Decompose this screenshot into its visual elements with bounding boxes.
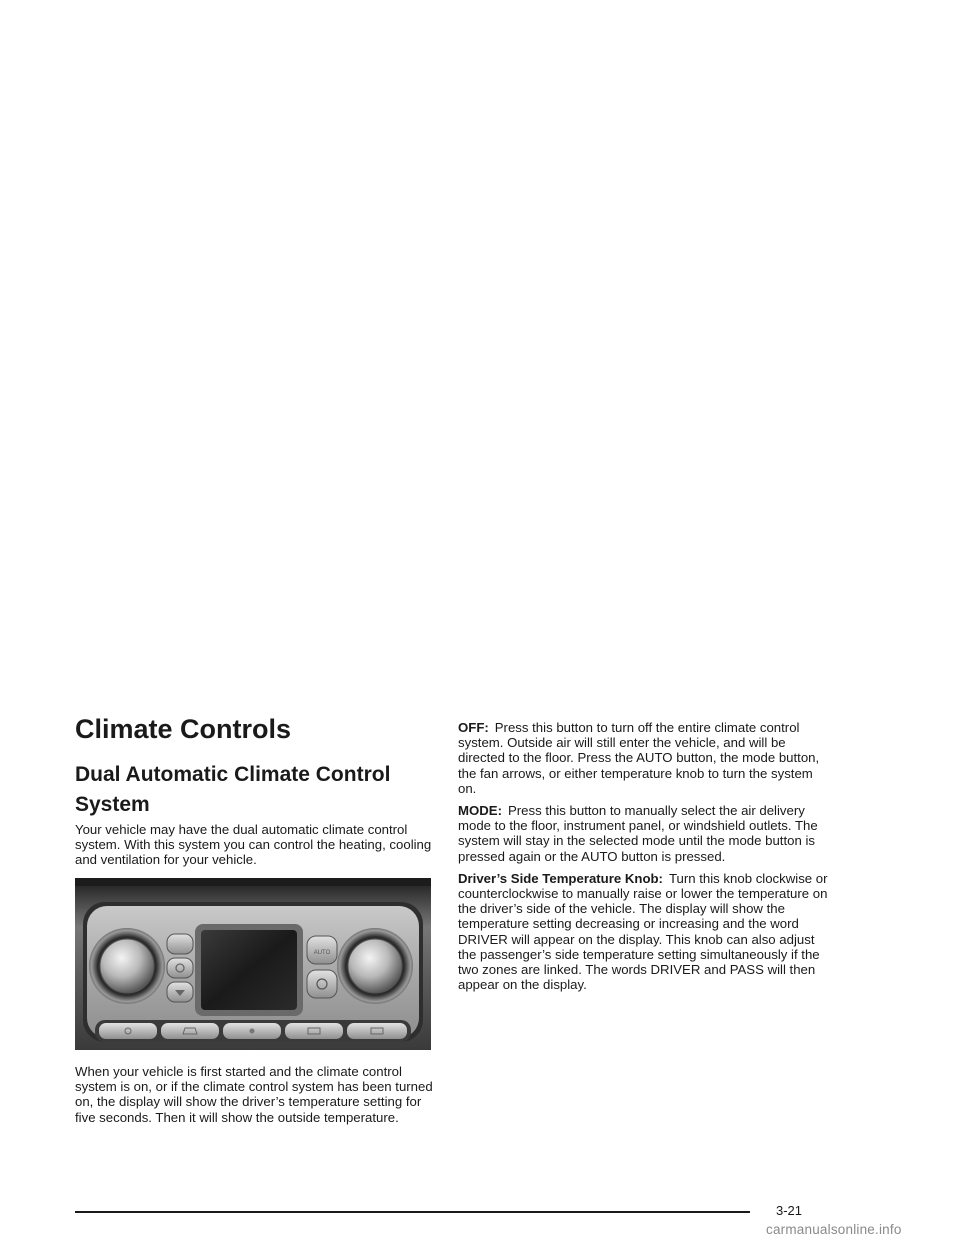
climate-control-panel-photo bbox=[75, 878, 431, 1050]
watermark-link[interactable]: carmanualsonline.info bbox=[766, 1222, 902, 1237]
mode-description bbox=[458, 803, 828, 864]
control-descriptions bbox=[458, 720, 828, 999]
startup-paragraph: When your vehicle is first started and the climate control system is on, or if the climate control system has been turned on, the display will show the driver’s temperature setting for five seconds. Then it will show the outside temperature. bbox=[75, 1064, 433, 1125]
off-label: OFF: bbox=[458, 720, 489, 735]
page-number: 3-21 bbox=[776, 1203, 803, 1218]
off-text: Press this button to turn off the entire climate control system. Outside air will still enter the vehicle, and will be directed to the floor. Press the AUTO button, the mode button, the fan arrows, or either temperature knob to turn the system on. bbox=[458, 720, 820, 796]
off-description bbox=[458, 720, 828, 796]
driver-knob-text: Turn this knob clockwise or counterclockwise to manually raise or lower the temperature on the driver’s side of the vehicle. The display will show the temperature setting decreasing or increasing and the word DRIVER will appear on the display. This knob can also adjust the passenger’s side temperature setting simultaneously if the two zones are linked. The words DRIVER and PASS will then appear on the display. bbox=[458, 870, 828, 993]
mode-label: MODE: bbox=[458, 803, 502, 819]
mode-text: Press this button to manually select the air delivery mode to the floor, instrument panel, or windshield outlets. The system will stay in the selected mode until the mode button is pressed again or the AUTO button is pressed. bbox=[458, 803, 818, 864]
auto-button-label: AUTO bbox=[313, 950, 331, 956]
driver-knob-description bbox=[458, 871, 828, 993]
subsection-title: Dual Automatic Climate Control System bbox=[75, 763, 391, 816]
section-title: Climate Controls bbox=[75, 714, 292, 744]
intro-paragraph: Your vehicle may have the dual automatic climate control system. With this system you can control the heating, cooling and ventilation for your vehicle. bbox=[75, 822, 432, 868]
footer-rule bbox=[75, 1211, 750, 1213]
driver-knob-label: Driver’s Side Temperature Knob: bbox=[458, 870, 663, 886]
